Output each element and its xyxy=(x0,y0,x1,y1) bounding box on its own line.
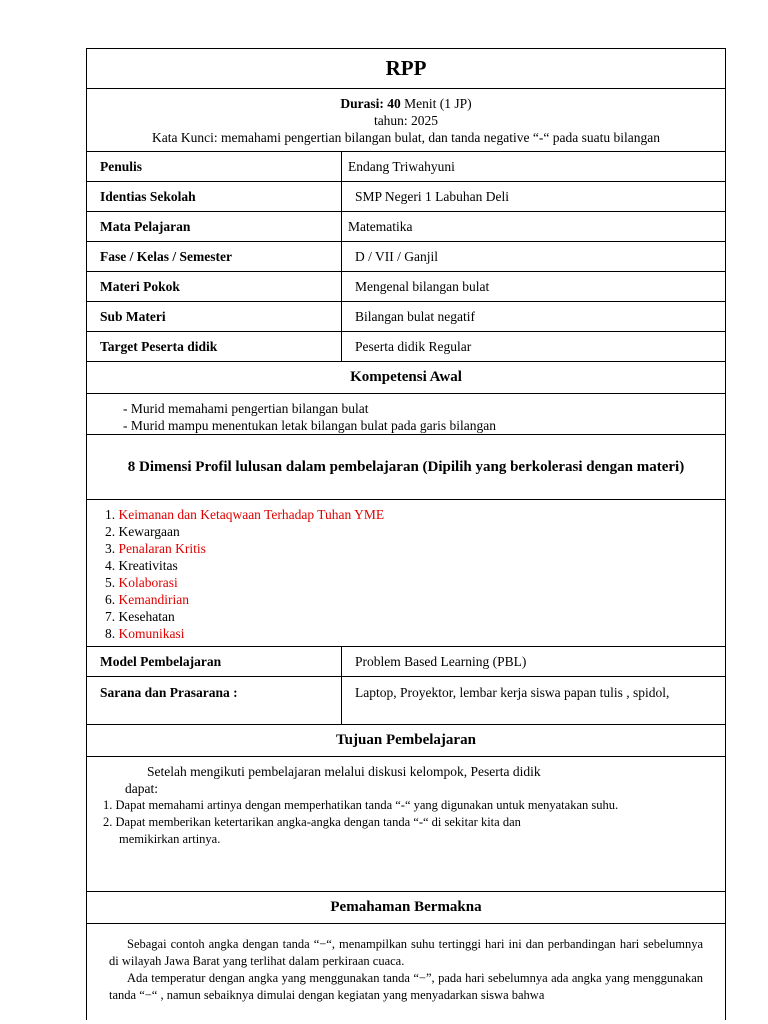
info-label: Target Peserta didik xyxy=(87,332,342,361)
item-number: 2. xyxy=(105,524,116,539)
list-item: - Murid mampu menentukan letak bilangan bulat pada garis bilangan xyxy=(123,418,497,433)
list-item xyxy=(105,591,725,608)
model-pembelajaran-row xyxy=(87,647,725,677)
list-item xyxy=(105,523,725,540)
pemahaman-bermakna-body xyxy=(87,924,725,1020)
info-value: SMP Negeri 1 Labuhan Deli xyxy=(355,188,509,204)
list-item xyxy=(105,574,725,591)
info-label: Identias Sekolah xyxy=(87,182,342,211)
tujuan-intro-cont: dapat: xyxy=(125,781,158,796)
info-row-fase-kelas-semester xyxy=(87,242,725,272)
durasi-value: 40 xyxy=(387,96,401,111)
info-label: Materi Pokok xyxy=(87,272,342,301)
item-text: Kesehatan xyxy=(118,609,175,624)
list-item xyxy=(105,557,725,574)
document-header xyxy=(87,89,725,152)
info-row-target-peserta xyxy=(87,332,725,362)
list-item xyxy=(105,540,725,557)
info-label: Penulis xyxy=(87,152,342,181)
info-value: Endang Triwahyuni xyxy=(348,158,455,174)
info-row-materi-pokok xyxy=(87,272,725,302)
item-text-highlighted: Keimanan dan Ketaqwaan Terhadap Tuhan YME xyxy=(118,507,385,522)
kata-kunci-line: Kata Kunci: memahami pengertian bilangan bulat, dan tanda negative “-“ pada suatu bilangan xyxy=(152,130,660,145)
info-value: Peserta didik Regular xyxy=(355,338,472,354)
item-text-highlighted: Kemandirian xyxy=(118,592,189,607)
list-item xyxy=(105,625,725,642)
info-label: Sub Materi xyxy=(87,302,342,331)
tujuan-item-1: 1. Dapat memahami artinya dengan memperhatikan tanda “-“ yang digunakan untuk menyatakan suhu. xyxy=(103,798,619,812)
durasi-unit: Menit (1 JP) xyxy=(404,96,472,111)
info-value: Matematika xyxy=(348,218,413,234)
info-row-identitas-sekolah xyxy=(87,182,725,212)
info-row-mata-pelajaran xyxy=(87,212,725,242)
info-row-penulis xyxy=(87,152,725,182)
info-value: Problem Based Learning (PBL) xyxy=(355,653,527,669)
list-item xyxy=(105,506,725,523)
item-number: 1. xyxy=(105,507,116,522)
durasi-label: Durasi: xyxy=(340,96,384,111)
tujuan-intro: Setelah mengikuti pembelajaran melalui diskusi kelompok, Peserta didik xyxy=(147,764,541,779)
durasi-line xyxy=(87,95,725,112)
kompetensi-awal-list xyxy=(87,394,725,435)
tujuan-pembelajaran-body xyxy=(87,757,725,892)
item-text-highlighted: Kolaborasi xyxy=(118,575,178,590)
kompetensi-awal-heading: Kompetensi Awal xyxy=(87,362,725,394)
rpp-document xyxy=(86,48,726,1020)
pemahaman-bermakna-heading: Pemahaman Bermakna xyxy=(87,892,725,924)
tahun-line: tahun: 2025 xyxy=(373,113,439,128)
tujuan-item-2-cont: memikirkan artinya. xyxy=(119,832,221,846)
paragraph: Ada temperatur dengan angka yang menggunakan tanda “−”, pada hari sebelumnya ada angka yang menggunakan tanda “−“ , namun sebaiknya dimulai dengan kegiatan yang menyadarkan siswa bahwa xyxy=(109,971,703,1002)
info-value: Mengenal bilangan bulat xyxy=(355,278,490,294)
item-number: 5. xyxy=(105,575,116,590)
item-text: Kreativitas xyxy=(118,558,178,573)
info-label: Mata Pelajaran xyxy=(87,212,342,241)
item-number: 8. xyxy=(105,626,116,641)
tujuan-pembelajaran-heading: Tujuan Pembelajaran xyxy=(87,725,725,757)
dimensi-profil-heading: 8 Dimensi Profil lulusan dalam pembelajaran (Dipilih yang berkolerasi dengan materi) xyxy=(87,435,725,500)
paragraph: Sebagai contoh angka dengan tanda “−“, menampilkan suhu tertinggi hari ini dan perbandingan hari sebelumnya di wilayah Jawa Barat yang terlihat dalam perkiraan cuaca. xyxy=(109,937,703,968)
item-text-highlighted: Komunikasi xyxy=(118,626,185,641)
item-text-highlighted: Penalaran Kritis xyxy=(118,541,206,556)
dimensi-profil-list xyxy=(87,500,725,647)
info-row-sub-materi xyxy=(87,302,725,332)
info-value: D / VII / Ganjil xyxy=(355,248,438,264)
list-item xyxy=(105,608,725,625)
list-item: - Murid memahami pengertian bilangan bulat xyxy=(123,401,369,416)
info-label: Fase / Kelas / Semester xyxy=(87,242,342,271)
sarana-prasarana-row xyxy=(87,677,725,725)
info-label: Sarana dan Prasarana : xyxy=(87,677,342,724)
info-value: Bilangan bulat negatif xyxy=(355,308,475,324)
item-number: 4. xyxy=(105,558,116,573)
item-number: 7. xyxy=(105,609,116,624)
item-text: Kewargaan xyxy=(118,524,180,539)
tujuan-item-2: 2. Dapat memberikan ketertarikan angka-angka dengan tanda “-“ di sekitar kita dan xyxy=(103,815,521,829)
document-title: RPP xyxy=(87,49,725,89)
item-number: 6. xyxy=(105,592,116,607)
info-value: Laptop, Proyektor, lembar kerja siswa papan tulis , spidol, xyxy=(355,685,670,700)
info-label: Model Pembelajaran xyxy=(87,647,342,676)
item-number: 3. xyxy=(105,541,116,556)
